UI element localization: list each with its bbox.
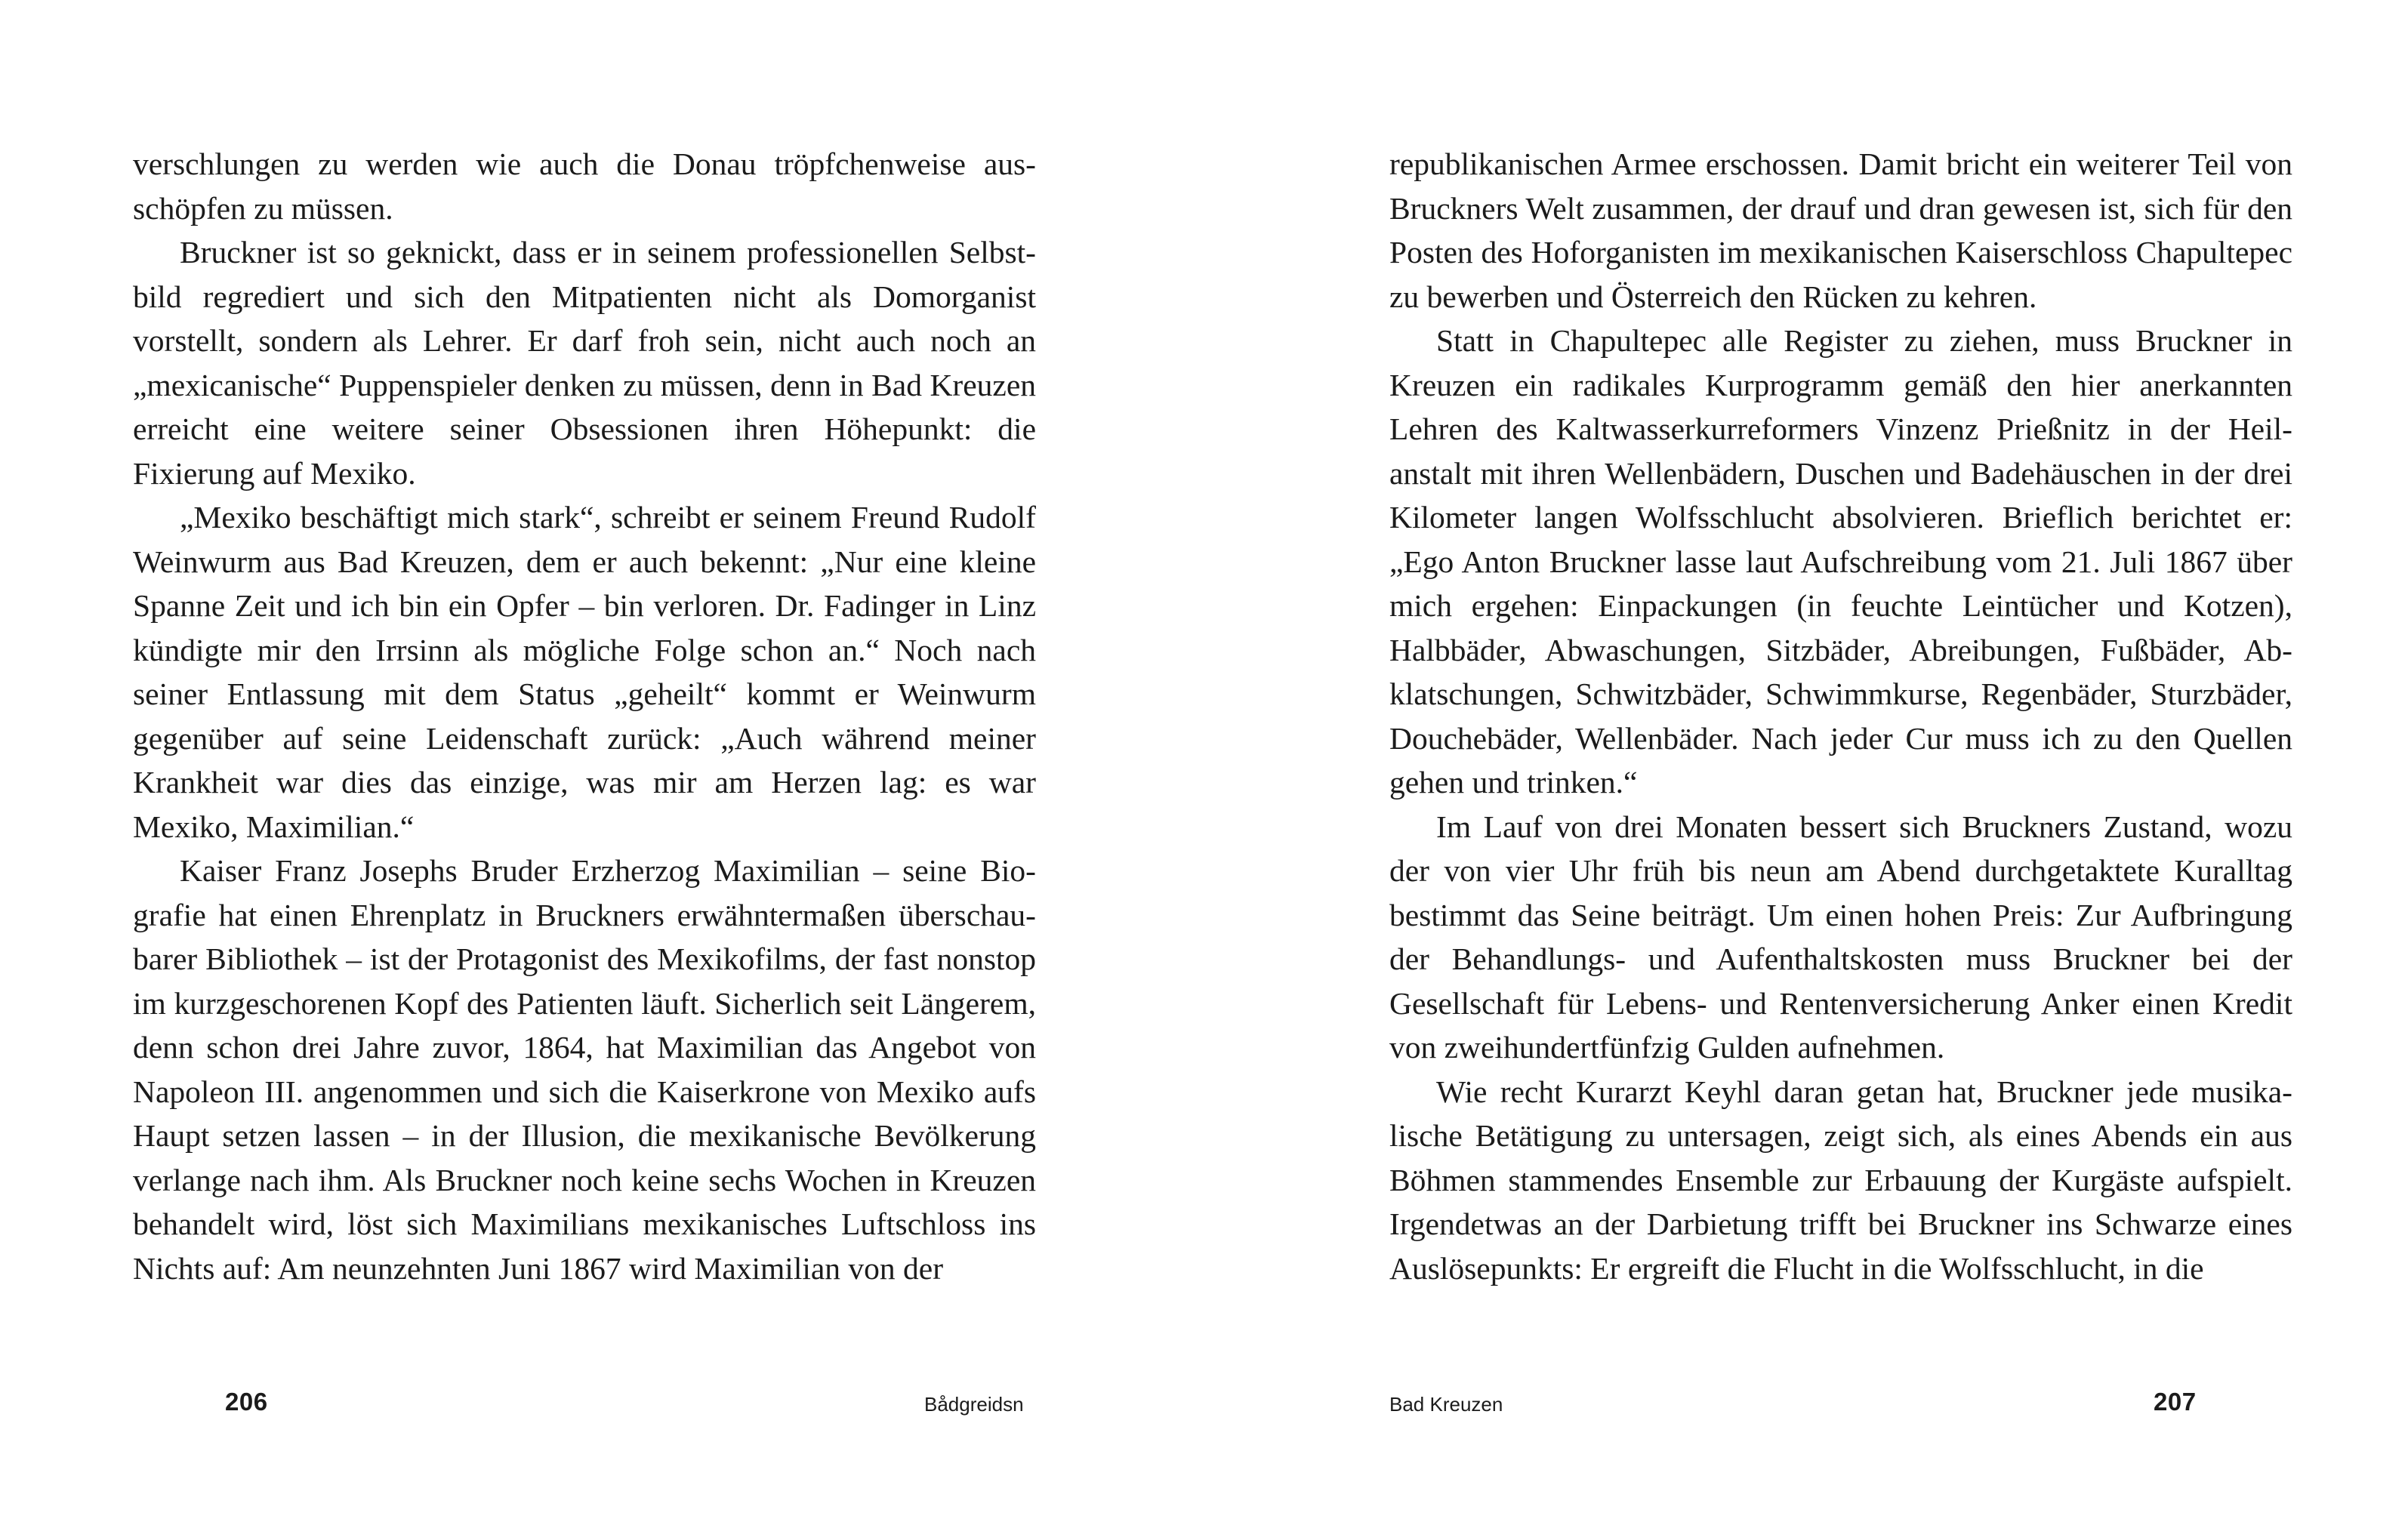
right-page	[1204, 0, 2407, 1516]
running-head: Bådgreidsn	[924, 1393, 1024, 1416]
paragraph: republikanischen Armee erschossen. Damit bricht ein weiterer Teil von Bruckners Welt zusammen, der drauf und dran gewesen ist, sich für den Posten des Hoforganisten im mexikanischen Kaiserschloss Chapultepec zu bewerben und Österreich den Rücken zu kehren.	[1389, 146, 2292, 314]
left-page-body	[133, 142, 1036, 1290]
running-head: Bad Kreuzen	[1389, 1393, 1503, 1416]
paragraph: Bruckner ist so geknickt, dass er in seinem professionellen Selbstbild regrediert und sich den Mitpatienten nicht als Domorganist vorstellt, sondern als Lehrer. Er darf froh sein, nicht auch noch an „mexicanische“ Puppenspieler denken zu müssen, denn in Bad Kreuzen erreicht eine weitere seiner Obsessionen ihren Höhepunkt: die Fixierung auf Mexiko.	[133, 235, 1036, 491]
paragraph: verschlungen zu werden wie auch die Donau tröpfchenweise ausschöpfen zu müssen.	[133, 146, 1036, 226]
right-page-body	[1389, 142, 2292, 1290]
paragraph: Im Lauf von drei Monaten bessert sich Bruckners Zustand, wozu der von vier Uhr früh bis neun am Abend durchgetaktete Kuralltag bestimmt das Seine beiträgt. Um einen hohen Preis: Zur Aufbringung der Behandlungs- und Aufenthaltskosten muss Bruckner bei der Gesellschaft für Lebens- und Rentenversicherung Anker einen Kredit von zweihundertfünfzig Gulden aufnehmen.	[1389, 809, 2292, 1065]
page-number: 207	[2154, 1388, 2197, 1416]
paragraph: Kaiser Franz Josephs Bruder Erzherzog Maximilian – seine Biografie hat einen Ehrenplatz in Bruckners erwähntermaßen überschaubarer Bibliothek – ist der Protagonist des Mexikofilms, der fast nonstop im kurzgeschorenen Kopf des Patienten läuft. Sicherlich seit Längerem, denn schon drei Jahre zuvor, 1864, hat Maximilian das Angebot von Napoleon III. angenommen und sich die Kaiserkrone von Mexiko aufs Haupt setzen lassen – in der Illusion, die mexikanische Bevölkerung verlange nach ihm. Als Bruckner noch keine sechs Wochen in Kreuzen behandelt wird, löst sich Maximilians mexikanisches Luftschloss ins Nichts auf: Am neunzehnten Juni 1867 wird Maximilian von der	[133, 853, 1036, 1286]
paragraph: Wie recht Kurarzt Keyhl daran getan hat, Bruckner jede musikalische Betätigung zu untersagen, zeigt sich, als eines Abends ein aus Böhmen stammendes Ensemble zur Erbauung der Kurgäste aufspielt. Irgendetwas an der Darbietung trifft bei Bruckner ins Schwarze eines Auslösepunkts: Er ergreift die Flucht in die Wolfsschlucht, in die	[1389, 1074, 2292, 1286]
paragraph: Statt in Chapultepec alle Register zu ziehen, muss Bruckner in Kreuzen ein radikales Kurprogramm gemäß den hier anerkannten Lehren des Kaltwasserkurreformers Vinzenz Prießnitz in der Heilanstalt mit ihren Wellenbädern, Duschen und Badehäuschen in der drei Kilometer langen Wolfsschlucht absolvieren. Brieflich berichtet er: „Ego Anton Bruckner lasse laut Aufschreibung vom 21. Juli 1867 über mich ergehen: Einpackungen (in feuchte Leintücher und Kotzen), Halbbäder, Abwaschungen, Sitzbäder, Abreibungen, Fußbäder, Abklatschungen, Schwitzbäder, Schwimmkurse, Regenbäder, Sturzbäder, Douchebäder, Wellenbäder. Nach jeder Cur muss ich zu den Quellen gehen und trinken.“	[1389, 323, 2292, 800]
paragraph: „Mexiko beschäftigt mich stark“, schreibt er seinem Freund Rudolf Weinwurm aus Bad Kreuzen, dem er auch bekennt: „Nur eine kleine Spanne Zeit und ich bin ein Opfer – bin verloren. Dr. Fadinger in Linz kündigte mir den Irrsinn als mögliche Folge schon an.“ Noch nach seiner Entlassung mit dem Status „geheilt“ kommt er Weinwurm gegenüber auf seine Leidenschaft zurück: „Auch während meiner Krankheit war dies das einzige, was mir am Herzen lag: es war Mexiko, Maximilian.“	[133, 500, 1036, 844]
page-number: 206	[225, 1388, 268, 1416]
